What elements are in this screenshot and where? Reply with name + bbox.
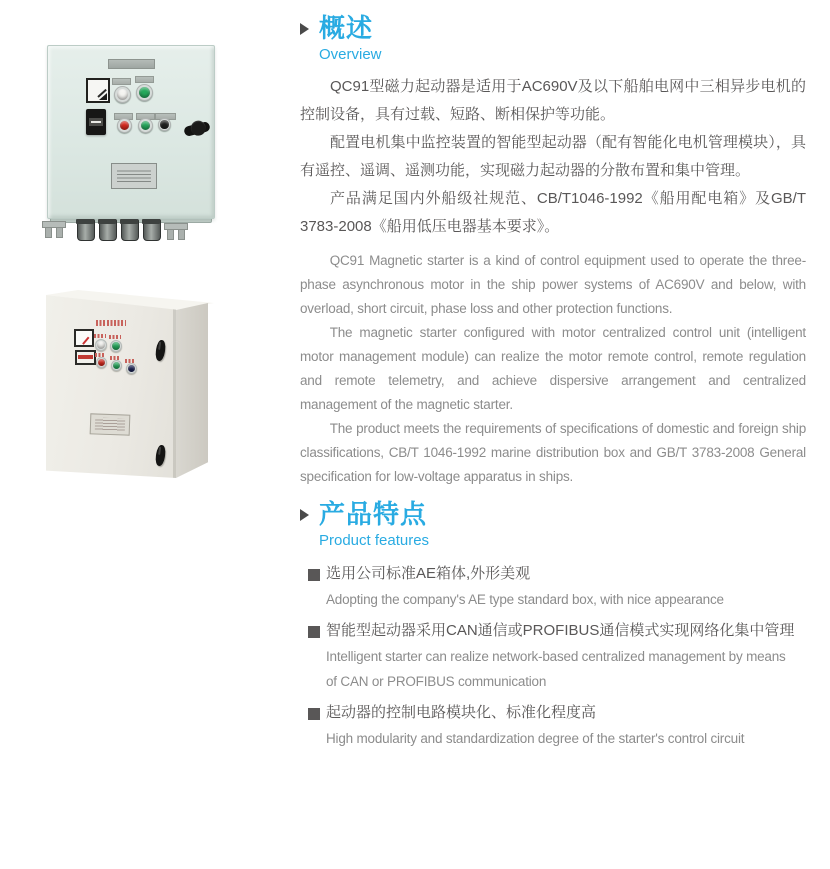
section-marker-icon	[300, 509, 309, 521]
box-front-face	[46, 295, 176, 478]
section-marker-icon	[300, 23, 309, 35]
feature-item	[300, 618, 806, 694]
feature-cn-text: 智能型起动器采用CAN通信或PROFIBUS通信模式实现网络化集中管理	[326, 622, 795, 639]
features-section-header	[300, 498, 806, 530]
feature-cn-line	[308, 618, 806, 644]
feature-en-text: Intelligent starter can realize network-based centralized management by means of CAN or PROFIBUS communication	[326, 649, 786, 689]
feature-en-text: Adopting the company's AE type standard box, with nice appearance	[326, 592, 724, 607]
box-side-face	[176, 303, 208, 478]
green-indicator-button	[136, 84, 153, 101]
feature-cn-line	[308, 561, 806, 587]
cable-gland	[143, 219, 161, 241]
overview-section-header	[300, 12, 806, 44]
button-label	[94, 334, 106, 338]
paragraph: The product meets the requirements of specifications of domestic and foreign ship classifications, CB/T 1046-1992 marine distribution box and GB/T 3783-2008 General specification for low-voltage apparatus in ships.	[300, 421, 806, 484]
button-label	[109, 335, 121, 339]
ammeter-icon	[86, 78, 110, 103]
rotary-switch-icon	[183, 121, 211, 137]
cable-gland	[99, 219, 117, 241]
door-latch	[155, 444, 167, 466]
paragraph: QC91 Magnetic starter is a kind of control equipment used to operate the three-phase asynchronous motor in the ship power systems of AC690V and below, with overload, short circuit, phase loss and other protection functions.	[300, 253, 806, 316]
door-latch	[155, 339, 167, 361]
square-bullet-icon	[308, 626, 320, 638]
overview-cn-paragraphs	[300, 73, 806, 241]
cable-gland	[121, 219, 139, 241]
button-label	[135, 76, 154, 83]
feature-item	[300, 561, 806, 612]
overview-title-en: Overview	[319, 46, 382, 63]
ammeter-icon	[74, 329, 94, 347]
box-top-label	[108, 59, 155, 69]
reset-device-icon	[75, 350, 96, 365]
content-column	[300, 12, 806, 751]
starter-perspective-photo	[40, 288, 220, 488]
starter-front-photo	[40, 42, 220, 244]
green-pushbutton	[111, 360, 122, 371]
paragraph: QC91型磁力起动器是适用于AC690V及以下船舶电网中三相异步电机的控制设备，具有过载、短路、断相保护等功能。	[300, 78, 806, 123]
square-bullet-icon	[308, 708, 320, 720]
green-indicator-button	[110, 340, 122, 352]
features-title-cn: 产品特点	[319, 499, 428, 529]
button-label	[112, 78, 131, 85]
red-pushbutton	[117, 118, 132, 133]
paragraph: 产品满足国内外船级社规范、CB/T1046-1992《船用配电箱》及GB/T 3783-2008《船用低压电器基本要求》。	[300, 190, 806, 235]
mounting-bracket	[42, 221, 66, 228]
overview-en-paragraphs	[300, 249, 806, 489]
nameplate	[111, 163, 157, 189]
black-pushbutton	[158, 118, 171, 131]
feature-cn-text: 选用公司标准AE箱体,外形美观	[326, 565, 531, 582]
navy-pushbutton	[126, 363, 137, 374]
feature-list	[300, 561, 806, 751]
mounting-bracket	[164, 223, 188, 230]
white-indicator-button	[114, 86, 131, 103]
control-box-body	[47, 45, 215, 219]
green-pushbutton	[138, 118, 153, 133]
circuit-breaker-icon	[86, 109, 106, 135]
white-indicator-button	[95, 339, 107, 351]
square-bullet-icon	[308, 569, 320, 581]
feature-item	[300, 700, 806, 751]
feature-en-text: High modularity and standardization degree of the starter's control circuit	[326, 731, 745, 746]
features-title-en: Product features	[319, 532, 430, 549]
paragraph: The magnetic starter configured with motor centralized control unit (intelligent motor management module) can realize the motor remote control, remote regulation and remote telemetry, and achieve dispersive arrangement and centralized management of the magnetic starter.	[300, 325, 806, 412]
overview-title-cn: 概述	[319, 13, 374, 43]
nameplate	[90, 413, 131, 435]
box-top-label	[96, 320, 126, 326]
feature-cn-line	[308, 700, 806, 726]
cable-gland	[77, 219, 95, 241]
paragraph: 配置电机集中监控装置的智能型起动器（配有智能化电机管理模块），具有遥控、遥调、遥测功能，实现磁力起动器的分散布置和集中管理。	[300, 134, 806, 179]
red-pushbutton	[96, 357, 107, 368]
feature-cn-text: 起动器的控制电路模块化、标准化程度高	[326, 704, 597, 721]
